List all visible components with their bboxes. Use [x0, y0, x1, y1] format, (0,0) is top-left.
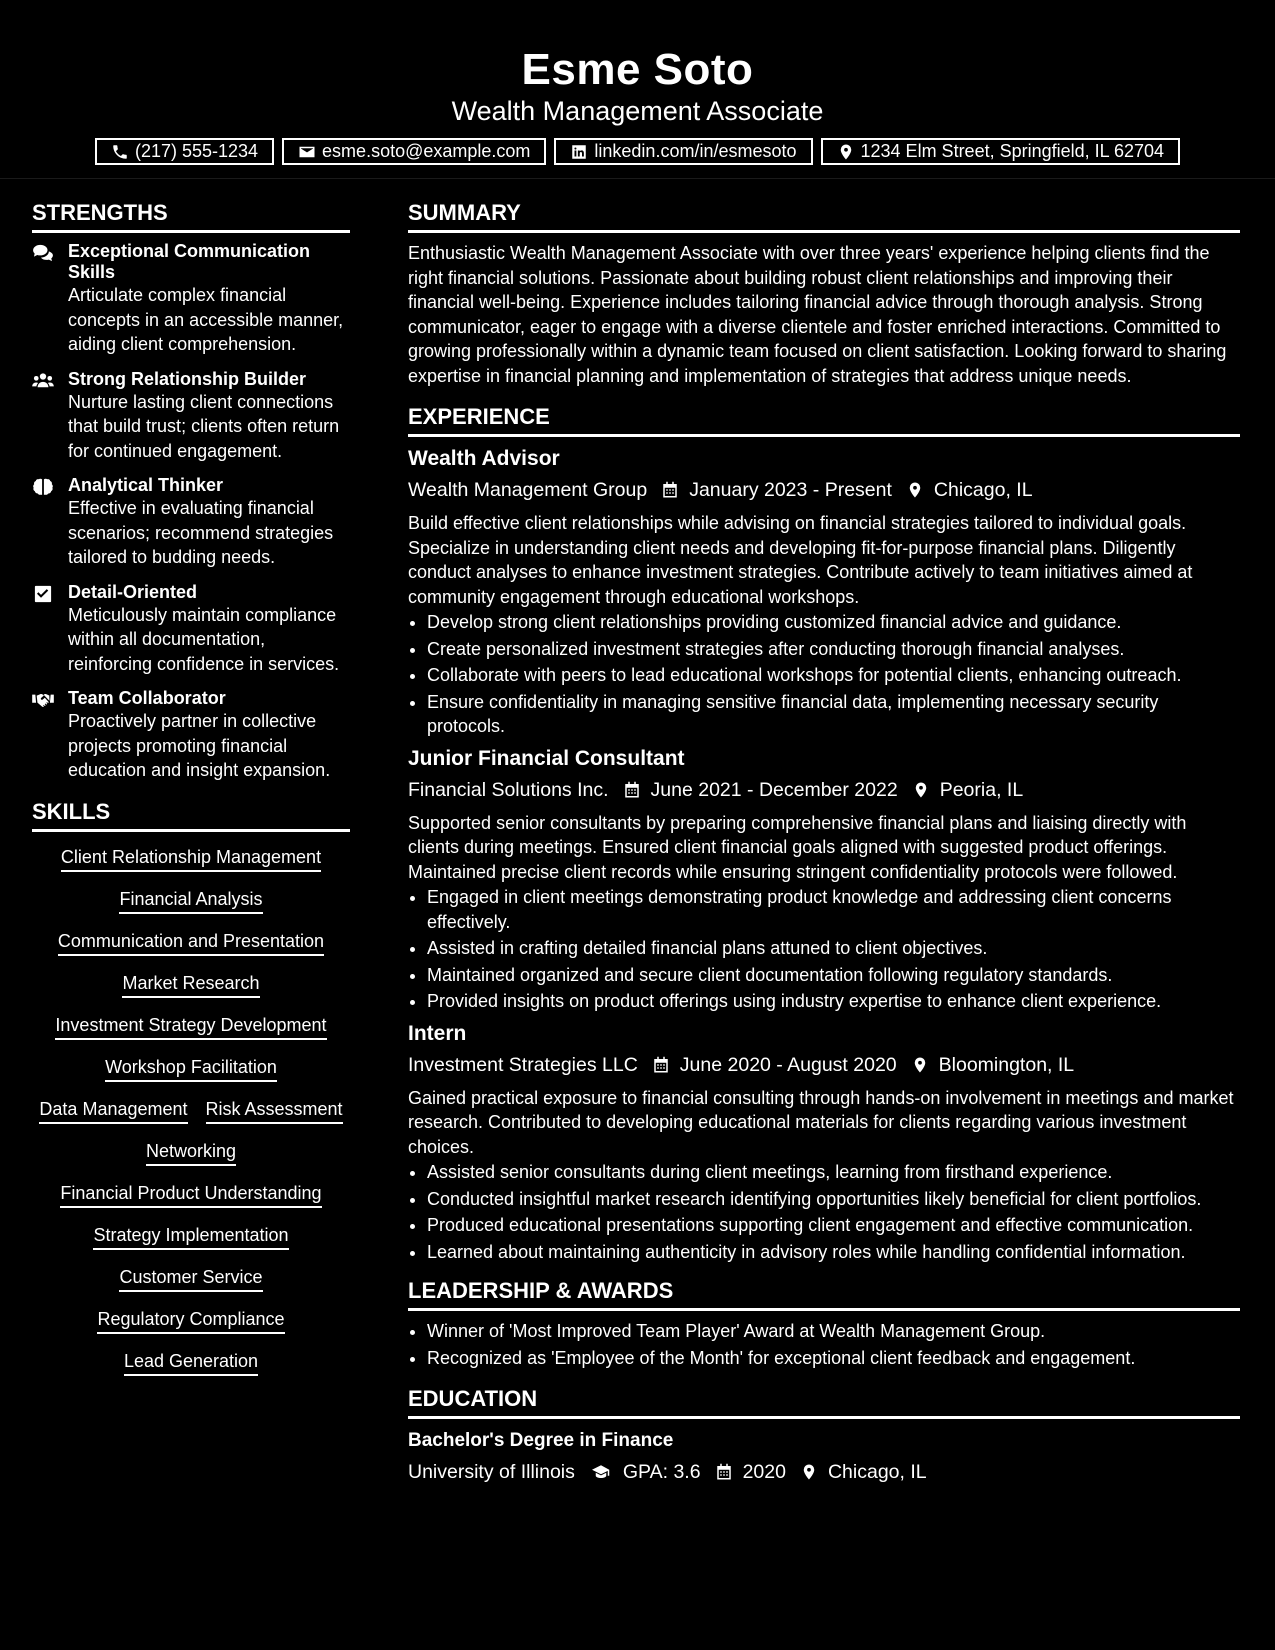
skill-tag: Lead Generation: [124, 1350, 258, 1376]
education-heading: EDUCATION: [408, 1384, 1240, 1419]
job-description: Gained practical exposure to financial consulting through hands-on involvement in meetings and market research. Contributed to developing educational materials for clients regarding various investment choices.: [408, 1087, 1234, 1157]
skill-tag: Risk Assessment: [206, 1098, 343, 1124]
address-text: 1234 Elm Street, Springfield, IL 62704: [860, 141, 1165, 161]
skill-tag: Financial Product Understanding: [60, 1182, 321, 1208]
envelope-icon: [298, 143, 316, 161]
brain-icon: [32, 478, 54, 496]
strength-desc: Proactively partner in collective projects promoting financial education and insight expansion.: [68, 711, 331, 780]
linkedin-icon: [570, 143, 588, 161]
strength-item: [32, 475, 350, 570]
gpa-text: GPA: 3.6: [622, 1461, 701, 1483]
job-location: Bloomington, IL: [938, 1053, 1075, 1076]
strength-title: Exceptional Communication Skills: [68, 241, 311, 282]
education-meta: [408, 1457, 1240, 1487]
skills-heading: SKILLS: [32, 797, 350, 832]
list-item: • Engaged in client meetings demonstrating product knowledge and addressing client concerns effectively.: [427, 885, 1240, 934]
job-description: Build effective client relationships while advising on financial strategies tailored to individual goals. Specialize in understanding client needs and developing fit-for-purpose financial plans. Diligently conduct analyses to enhance investment strategies. Contribute actively to team initiatives aimed at community engagement through educational workshops.: [408, 513, 1193, 607]
job-dates: June 2021 - December 2022: [650, 778, 898, 801]
skill-tag: Client Relationship Management: [61, 846, 321, 872]
calendar-icon: [623, 781, 641, 799]
job-bullets: [408, 610, 1240, 739]
candidate-title: Wealth Management Associate: [451, 96, 824, 126]
linkedin-text: linkedin.com/in/esmesoto: [594, 141, 797, 161]
contact-email[interactable]: [282, 138, 546, 165]
graduation-year: 2020: [742, 1461, 786, 1483]
job-dates: June 2020 - August 2020: [679, 1053, 897, 1076]
list-item: • Provided insights on product offerings using industry expertise to enhance client experience.: [427, 989, 1240, 1014]
list-item: • Assisted senior consultants during client meetings, learning from firsthand experience.: [427, 1160, 1240, 1185]
job-title: Intern: [408, 1021, 467, 1045]
job-bullets: [408, 885, 1240, 1014]
skill-tag: Data Management: [39, 1098, 187, 1124]
calendar-icon: [661, 481, 679, 499]
list-item: • Learned about maintaining authenticity in advisory roles while handling confidential information.: [427, 1240, 1240, 1265]
degree-title: Bachelor's Degree in Finance: [408, 1430, 674, 1451]
comments-icon: [32, 244, 54, 262]
strengths-heading: STRENGTHS: [32, 198, 350, 233]
job-title: Wealth Advisor: [408, 447, 560, 470]
contact-phone[interactable]: [95, 138, 274, 165]
location-pin-icon: [912, 781, 930, 799]
strength-item: [32, 369, 350, 464]
contact-linkedin[interactable]: [554, 138, 812, 165]
users-icon: [32, 372, 54, 390]
summary-text: Enthusiastic Wealth Management Associate with over three years' experience helping clients find the right financial solutions. Passionate about building robust client relationships and improving their financial well-being. Experience includes tailoring financial advice through thorough analysis. Strong communicator, eager to engage with a diverse clientele and foster enriched interactions. Committed to growing professionally within a dynamic team focused on client satisfaction. Looking forward to sharing expertise in financial planning and implementation of strategies that address unique needs.: [408, 243, 1227, 386]
resume-header: [0, 0, 1275, 165]
checkbox-icon: [32, 585, 54, 603]
strength-desc: Articulate complex financial concepts in an accessible manner, aiding client comprehension.: [68, 285, 344, 354]
location-pin-icon: [906, 481, 924, 499]
strength-item: [32, 241, 350, 357]
strength-title: Team Collaborator: [68, 688, 226, 708]
strength-item: [32, 582, 350, 677]
header-divider: [0, 178, 1275, 179]
candidate-name: Esme Soto: [521, 45, 754, 94]
list-item: • Winner of 'Most Improved Team Player' Award at Wealth Management Group.: [427, 1319, 1240, 1344]
summary-heading: SUMMARY: [408, 198, 1240, 233]
list-item: • Produced educational presentations supporting client engagement and effective communication.: [427, 1213, 1240, 1238]
list-item: • Maintained organized and secure client documentation following regulatory standards.: [427, 963, 1240, 988]
location-pin-icon: [800, 1463, 818, 1481]
phone-text: (217) 555-1234: [134, 141, 259, 161]
job-company: Investment Strategies LLC: [408, 1053, 638, 1076]
list-item: • Recognized as 'Employee of the Month' for exceptional client feedback and engagement.: [427, 1346, 1240, 1371]
job-dates: January 2023 - Present: [689, 479, 892, 501]
calendar-icon: [652, 1056, 670, 1074]
handshake-icon: [32, 691, 54, 709]
list-item: • Create personalized investment strategies after conducting thorough financial analyses.: [427, 637, 1240, 662]
phone-icon: [111, 143, 129, 161]
job-location: Peoria, IL: [939, 778, 1024, 801]
left-column: [32, 198, 350, 1376]
skill-tag: Communication and Presentation: [58, 930, 324, 956]
skill-tag: Investment Strategy Development: [55, 1014, 326, 1040]
list-item: • Develop strong client relationships providing customized financial advice and guidance.: [427, 610, 1240, 635]
job-entry: [408, 445, 1240, 739]
school-name: University of Illinois: [408, 1461, 575, 1483]
job-entry: [408, 745, 1240, 1014]
job-bullets: [408, 1160, 1240, 1264]
location-pin-icon: [837, 143, 855, 161]
strength-title: Detail-Oriented: [68, 581, 198, 602]
job-title: Junior Financial Consultant: [408, 746, 685, 770]
job-location: Chicago, IL: [933, 479, 1033, 501]
list-item: • Conducted insightful market research identifying opportunities likely beneficial for client portfolios.: [427, 1187, 1240, 1212]
strength-item: [32, 688, 350, 783]
job-meta: [408, 775, 1240, 805]
list-item: • Ensure confidentiality in managing sensitive financial data, implementing necessary security protocols.: [427, 690, 1240, 739]
contact-address: [821, 138, 1181, 165]
skill-tag: Strategy Implementation: [93, 1224, 288, 1250]
job-company: Financial Solutions Inc.: [408, 778, 609, 801]
strength-desc: Meticulously maintain compliance within all documentation, reinforcing confidence in services.: [68, 604, 340, 674]
job-description: Supported senior consultants by preparing comprehensive financial plans and liaising directly with clients during meetings. Ensured client financial goals aligned with suggested product offerings. Maintained precise client records while ensuring stringent confidentiality protocols were followed.: [408, 812, 1187, 882]
right-column: [408, 198, 1240, 1493]
list-item: • Assisted in crafting detailed financial plans attuned to client objectives.: [427, 936, 1240, 961]
strength-desc: Effective in evaluating financial scenarios; recommend strategies tailored to budding needs.: [68, 498, 334, 567]
experience-heading: EXPERIENCE: [408, 402, 1240, 437]
strength-desc: Nurture lasting client connections that build trust; clients often return for continued engagement.: [68, 391, 340, 461]
leadership-heading: LEADERSHIP & AWARDS: [408, 1276, 1240, 1311]
job-meta: [408, 475, 1240, 505]
calendar-icon: [715, 1463, 733, 1481]
skill-tag: Workshop Facilitation: [105, 1056, 277, 1082]
email-text: esme.soto@example.com: [322, 141, 531, 161]
contact-bar: [0, 138, 1275, 165]
list-item: • Collaborate with peers to lead educational workshops for potential clients, enhancing outreach.: [427, 663, 1240, 688]
job-company: Wealth Management Group: [408, 479, 648, 501]
skill-tag: Market Research: [122, 972, 259, 998]
leadership-list: [408, 1319, 1240, 1370]
location-pin-icon: [911, 1056, 929, 1074]
strength-title: Strong Relationship Builder: [68, 368, 307, 389]
education-location: Chicago, IL: [827, 1461, 927, 1483]
skill-tag: Regulatory Compliance: [97, 1308, 284, 1334]
job-meta: [408, 1050, 1240, 1080]
skill-tag: Networking: [146, 1140, 236, 1166]
skills-list: [32, 840, 350, 1376]
skill-tag: Financial Analysis: [119, 888, 262, 914]
job-entry: [408, 1020, 1240, 1265]
graduation-cap-icon: [589, 1463, 613, 1481]
strength-title: Analytical Thinker: [68, 475, 224, 495]
skill-tag: Customer Service: [119, 1266, 262, 1292]
education-entry: [408, 1427, 1240, 1487]
